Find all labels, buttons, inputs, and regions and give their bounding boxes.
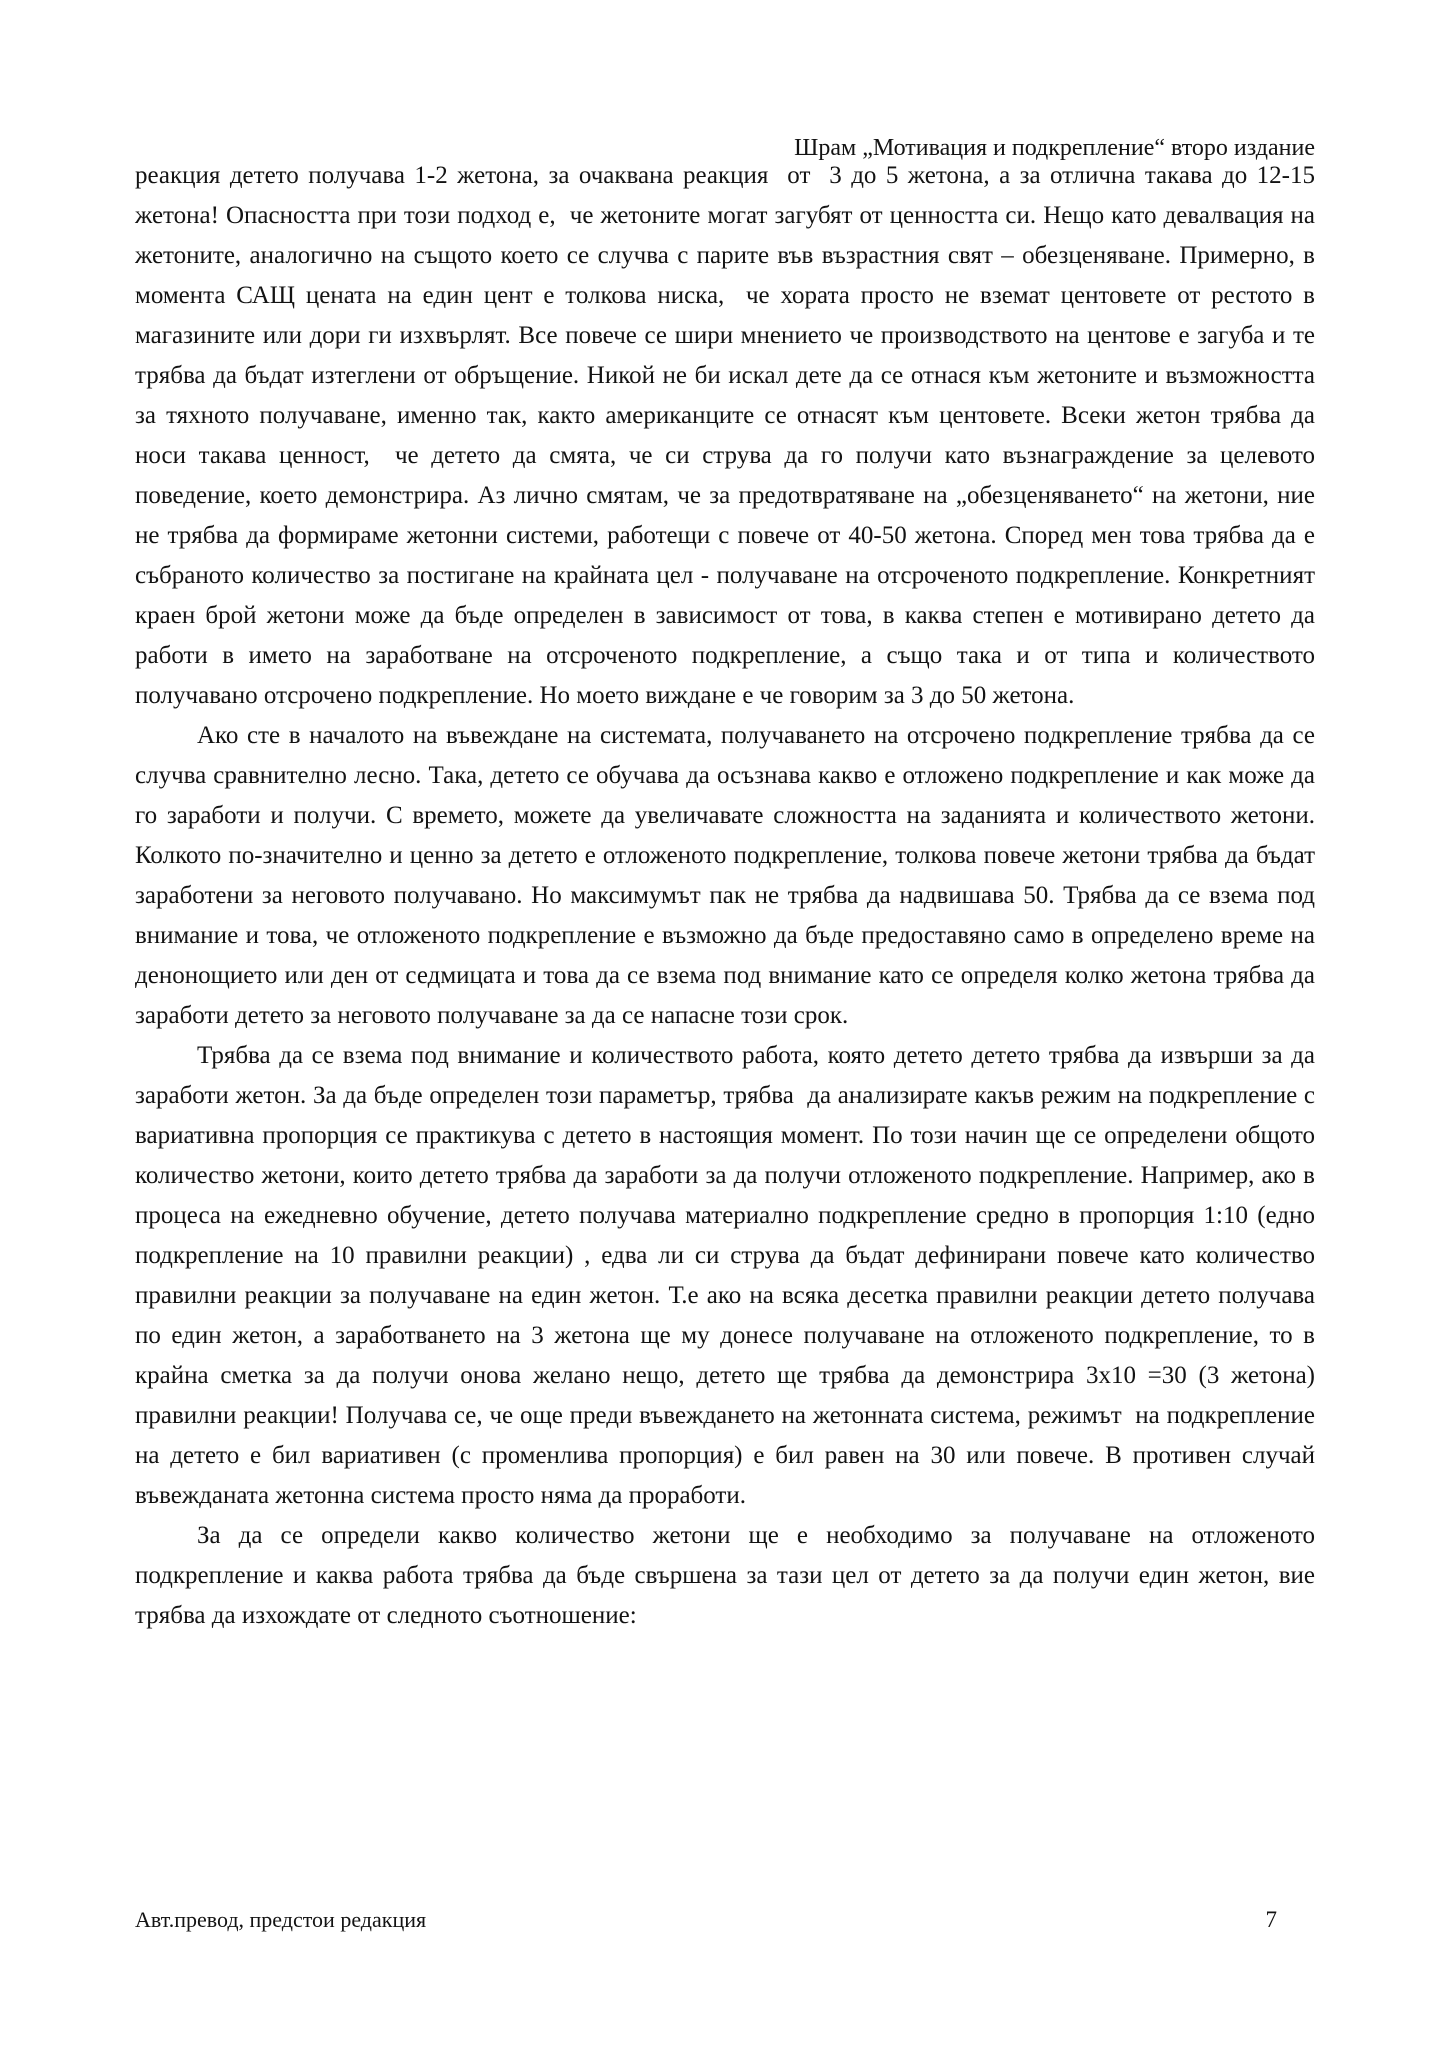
page-number: 7 (1265, 1907, 1277, 1932)
running-title: Шрам „Мотивация и подкрепление“ второ издание (794, 135, 1315, 161)
body-paragraph: За да се определи какво количество жетони ще е необходимо за получаване на отложеното подкрепление и каква работа трябва да бъде свършена за тази цел от детето за да получи един жетон, вие трябва да изхождате от следното съотношение: (135, 1522, 1322, 1629)
footer-note: Авт.превод, предстои редакция (135, 1907, 427, 1932)
page-footer (135, 1906, 1315, 1934)
body-paragraph: Трябва да се взема под внимание и количеството работа, която детето детето трябва да извърши за да заработи жетон. За да бъде определен този параметър, трябва да анализирате какъв режим на подкрепление с вариативна пропорция се практикува с детето в настоящия момент. По този начин ще се определени общото количество жетони, които детето трябва да заработи за да получи отложеното подкрепление. Например, ако в процеса на ежедневно обучение, детето получава материално подкрепление средно в пропорция 1:10 (едно подкрепление на 10 правилни реакции) , едва ли си струва да бъдат дефинирани повече като количество правилни реакции за получаване на един жетон. Т.е ако на всяка десетка правилни реакции детето получава по един жетон, а заработването на 3 жетона ще му донесе получаване на отложеното подкрепление, то в крайна сметка за да получи онова желано нещо, детето ще трябва да демонстрира 3x10 =30 (3 жетона) правилни реакции! Получава се, че още преди въвеждането на жетонната система, режимът на подкрепление на детето е бил вариативен (с променлива пропорция) е бил равен на 30 или повече. В противен случай въвежданата жетонна система просто няма да проработи. (135, 1042, 1322, 1509)
document-body (135, 156, 1322, 1636)
body-paragraph: Ако сте в началото на въвеждане на системата, получаването на отсрочено подкрепление трябва да се случва сравнително лесно. Така, детето се обучава да осъзнава какво е отложено подкрепление и как може да го заработи и получи. С времето, можете да увеличавате сложността на заданията и количеството жетони. Колкото по-значително и ценно за детето е отложеното подкрепление, толкова повече жетони трябва да бъдат заработени за неговото получавано. Но максимумът пак не трябва да надвишава 50. Трябва да се взема под внимание и това, че отложеното подкрепление е възможно да бъде предоставяно само в определено време на денонощието или ден от седмицата и това да се взема под внимание като се определя колко жетона трябва да заработи детето за неговото получаване за да се напасне този срок. (135, 722, 1322, 1029)
body-paragraph: реакция детето получава 1-2 жетона, за очаквана реакция от 3 до 5 жетона, а за отлична такава до 12-15 жетона! Опасността при този подход е, че жетоните могат загубят от ценността си. Нещо като девалвация на жетоните, аналогично на същото което се случва с парите във възрастния свят – обезценяване. Примерно, в момента САЩ цената на един цент е толкова ниска, че хората просто не вземат центовете от рестото в магазините или дори ги изхвърлят. Все повече се шири мнението че производството на центове е загуба и те трябва да бъдат изтеглени от обръщение. Никой не би искал дете да се отнася към жетоните и възможността за тяхното получаване, именно так, както американците се отнасят към центовете. Всеки жетон трябва да носи такава ценност, че детето да смята, че си струва да го получи като възнаграждение за целевото поведение, което демонстрира. Аз лично смятам, че за предотвратяване на „обезценяването“ на жетони, ние не трябва да формираме жетонни системи, работещи с повече от 40-50 жетона. Според мен това трябва да е събраното количество за постигане на крайната цел - получаване на отсроченото подкрепление. Конкретният краен брой жетони може да бъде определен в зависимост от това, в каква степен е мотивирано детето да работи в името на заработване на отсроченото подкрепление, а също така и от типа и количеството получавано отсрочено подкрепление. Но моето виждане е че говорим за 3 до 50 жетона. (135, 162, 1322, 709)
